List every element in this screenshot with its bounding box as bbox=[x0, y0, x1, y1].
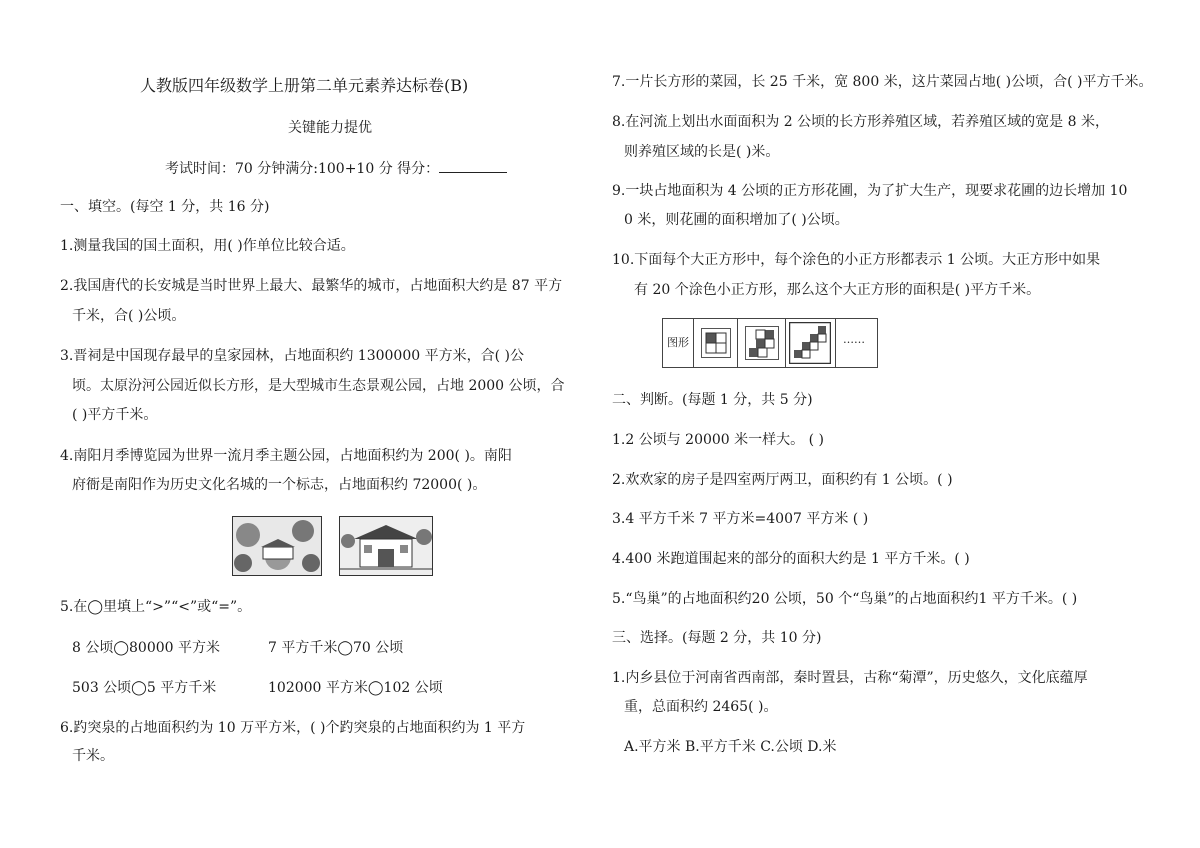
section3-heading: 三、选择。(每题 2 分，共 10 分) bbox=[612, 630, 822, 646]
q5-comparison-2: 7 平方千米◯70 公顷 bbox=[268, 640, 404, 656]
page-subtitle: 关键能力提优 bbox=[288, 120, 372, 136]
judge-1: 1.2 公顷与 20000 米一样大。 ( ) bbox=[612, 432, 824, 448]
question-2-line1: 2.我国唐代的长安城是当时世界上最大、最繁华的城市，占地面积大约是 87 平方 bbox=[60, 278, 563, 294]
question-6-line2: 千米。 bbox=[72, 748, 114, 764]
question-10-line2: 有 20 个涂色小正方形，那么这个大正方形的面积是( )平方千米。 bbox=[634, 282, 1041, 298]
question-5: 5.在◯里填上“>”“<”或“=”。 bbox=[60, 599, 252, 615]
q10-figure bbox=[662, 318, 878, 368]
question-8-line2: 则养殖区域的长是( )米。 bbox=[624, 144, 780, 160]
question-3-line2: 顷。太原汾河公园近似长方形，是大型城市生态景观公园，占地 2000 公顷，合 bbox=[72, 378, 565, 394]
question-9-line2: 0 米，则花圃的面积增加了( )公顷。 bbox=[624, 212, 849, 228]
q5-comparison-4: 102000 平方米◯102 公顷 bbox=[268, 680, 443, 696]
score-blank[interactable] bbox=[439, 158, 507, 173]
square-figure-3 bbox=[789, 322, 831, 364]
government-office-illustration bbox=[339, 516, 433, 576]
page-title: 人教版四年级数学上册第二单元素养达标卷(B) bbox=[140, 76, 469, 95]
choice-1-line2: 重，总面积约 2465( )。 bbox=[624, 699, 778, 715]
square-figure-2 bbox=[745, 326, 779, 360]
garden-illustration bbox=[232, 516, 322, 576]
question-3-line1: 3.晋祠是中国现存最早的皇家园林，占地面积约 1300000 平方米，合( )公 bbox=[60, 348, 524, 364]
judge-3: 3.4 平方千米 7 平方米=4007 平方米 ( ) bbox=[612, 511, 869, 527]
judge-5: 5.“鸟巢”的占地面积约20 公顷，50 个“鸟巢”的占地面积约1 平方千米。( ) bbox=[612, 591, 1078, 607]
question-7: 7.一片长方形的菜园，长 25 千米，宽 800 米，这片菜园占地( )公顷，合( )平方千米。 bbox=[612, 74, 1153, 90]
judge-2: 2.欢欢家的房子是四室两厅两卫，面积约有 1 公顷。( ) bbox=[612, 472, 953, 488]
choice-1-line1: 1.内乡县位于河南省西南部，秦时置县，古称“菊潭”，历史悠久，文化底蕴厚 bbox=[612, 670, 1088, 686]
section2-heading: 二、判断。(每题 1 分，共 5 分) bbox=[612, 392, 813, 408]
question-2-line2: 千米，合( )公顷。 bbox=[72, 308, 186, 324]
exam-info bbox=[165, 158, 507, 179]
square-figure-1 bbox=[701, 328, 731, 358]
question-4-line1: 4.南阳月季博览园为世界一流月季主题公园，占地面积约为 200( )。南阳 bbox=[60, 448, 512, 464]
choice-1-options: A.平方米 B.平方千米 C.公顷 D.米 bbox=[624, 739, 837, 755]
question-8-line1: 8.在河流上划出水面面积为 2 公顷的长方形养殖区域，若养殖区域的宽是 8 米， bbox=[612, 114, 1109, 130]
figure-ellipsis: …… bbox=[843, 333, 865, 346]
question-3-line3: ( )平方千米。 bbox=[72, 407, 158, 423]
section1-heading: 一、填空。(每空 1 分，共 16 分) bbox=[60, 199, 270, 215]
exam-info-text: 考试时间：70 分钟满分:100+10 分 得分： bbox=[165, 161, 440, 177]
question-10-line1: 10.下面每个大正方形中，每个涂色的小正方形都表示 1 公顷。大正方形中如果 bbox=[612, 252, 1101, 268]
question-1: 1.测量我国的国土面积，用( )作单位比较合适。 bbox=[60, 238, 355, 254]
question-6-line1: 6.趵突泉的占地面积约为 10 万平方米，( )个趵突泉的占地面积约为 1 平方 bbox=[60, 720, 526, 736]
question-4-line2: 府衙是南阳作为历史文化名城的一个标志，占地面积约 72000( )。 bbox=[72, 477, 487, 493]
q5-comparison-1: 8 公顷◯80000 平方米 bbox=[72, 640, 221, 656]
question-9-line1: 9.一块占地面积为 4 公顷的正方形花圃，为了扩大生产，现要求花圃的边长增加 10 bbox=[612, 183, 1128, 199]
figure-label: 图形 bbox=[667, 336, 689, 349]
q5-comparison-3: 503 公顷◯5 平方千米 bbox=[72, 680, 217, 696]
judge-4: 4.400 米跑道围起来的部分的面积大约是 1 平方千米。( ) bbox=[612, 551, 970, 567]
